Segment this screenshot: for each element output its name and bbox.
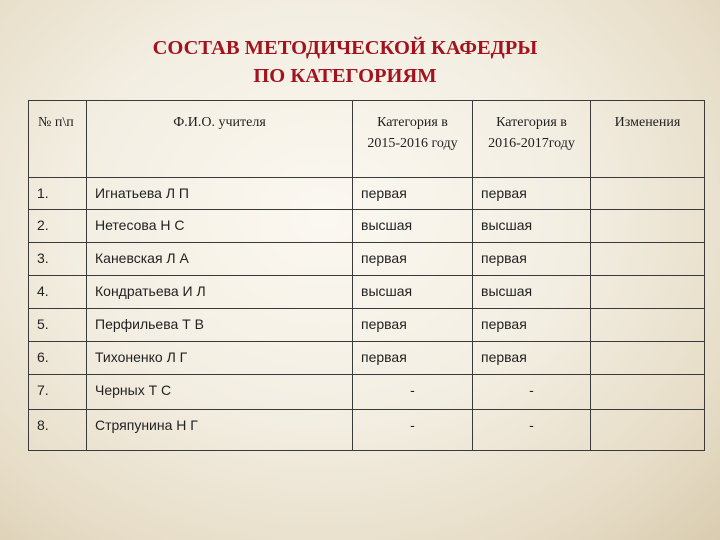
header-name: Ф.И.О. учителя [87, 101, 353, 178]
cell-category-2016: - [473, 410, 591, 451]
cell-changes [591, 178, 705, 210]
cell-name: Кондратьева И Л [87, 276, 353, 309]
table-header-row [29, 101, 705, 178]
cell-changes [591, 309, 705, 342]
cell-num: 7. [29, 375, 87, 410]
cell-category-2016: первая [473, 178, 591, 210]
cell-changes [591, 410, 705, 451]
cell-category-2015: высшая [353, 210, 473, 243]
cell-num: 8. [29, 410, 87, 451]
title-line-1: СОСТАВ МЕТОДИЧЕСКОЙ КАФЕДРЫ [152, 37, 538, 59]
header-changes: Изменения [591, 101, 705, 178]
cell-category-2016: высшая [473, 210, 591, 243]
cell-name: Черных Т С [87, 375, 353, 410]
cell-name: Стряпунина Н Г [87, 410, 353, 451]
table-row [29, 309, 705, 342]
table-row [29, 342, 705, 375]
cell-category-2015: - [353, 410, 473, 451]
cell-category-2015: высшая [353, 276, 473, 309]
cell-num: 2. [29, 210, 87, 243]
cell-category-2016: - [473, 375, 591, 410]
staff-category-table [28, 100, 705, 451]
cell-changes [591, 210, 705, 243]
cell-name: Каневская Л А [87, 243, 353, 276]
cell-num: 1. [29, 178, 87, 210]
cell-num: 3. [29, 243, 87, 276]
cell-category-2016: первая [473, 309, 591, 342]
cell-name: Нетесова Н С [87, 210, 353, 243]
cell-category-2015: первая [353, 178, 473, 210]
cell-num: 6. [29, 342, 87, 375]
table-row [29, 276, 705, 309]
header-category-2015: Категория в 2015-2016 году [353, 101, 473, 178]
cell-category-2016: первая [473, 243, 591, 276]
cell-num: 4. [29, 276, 87, 309]
page-title [60, 34, 630, 90]
cell-changes [591, 342, 705, 375]
cell-category-2015: первая [353, 309, 473, 342]
cell-changes [591, 375, 705, 410]
cell-num: 5. [29, 309, 87, 342]
cell-name: Перфильева Т В [87, 309, 353, 342]
table-row [29, 178, 705, 210]
cell-changes [591, 243, 705, 276]
title-line-2: ПО КАТЕГОРИЯМ [253, 65, 437, 87]
cell-category-2016: высшая [473, 276, 591, 309]
cell-category-2015: первая [353, 243, 473, 276]
cell-name: Тихоненко Л Г [87, 342, 353, 375]
cell-changes [591, 276, 705, 309]
table-row [29, 410, 705, 451]
table-row [29, 375, 705, 410]
table-row [29, 243, 705, 276]
cell-name: Игнатьева Л П [87, 178, 353, 210]
header-num: № п\п [29, 101, 87, 178]
cell-category-2016: первая [473, 342, 591, 375]
cell-category-2015: первая [353, 342, 473, 375]
table-row [29, 210, 705, 243]
header-category-2016: Категория в 2016-2017году [473, 101, 591, 178]
cell-category-2015: - [353, 375, 473, 410]
